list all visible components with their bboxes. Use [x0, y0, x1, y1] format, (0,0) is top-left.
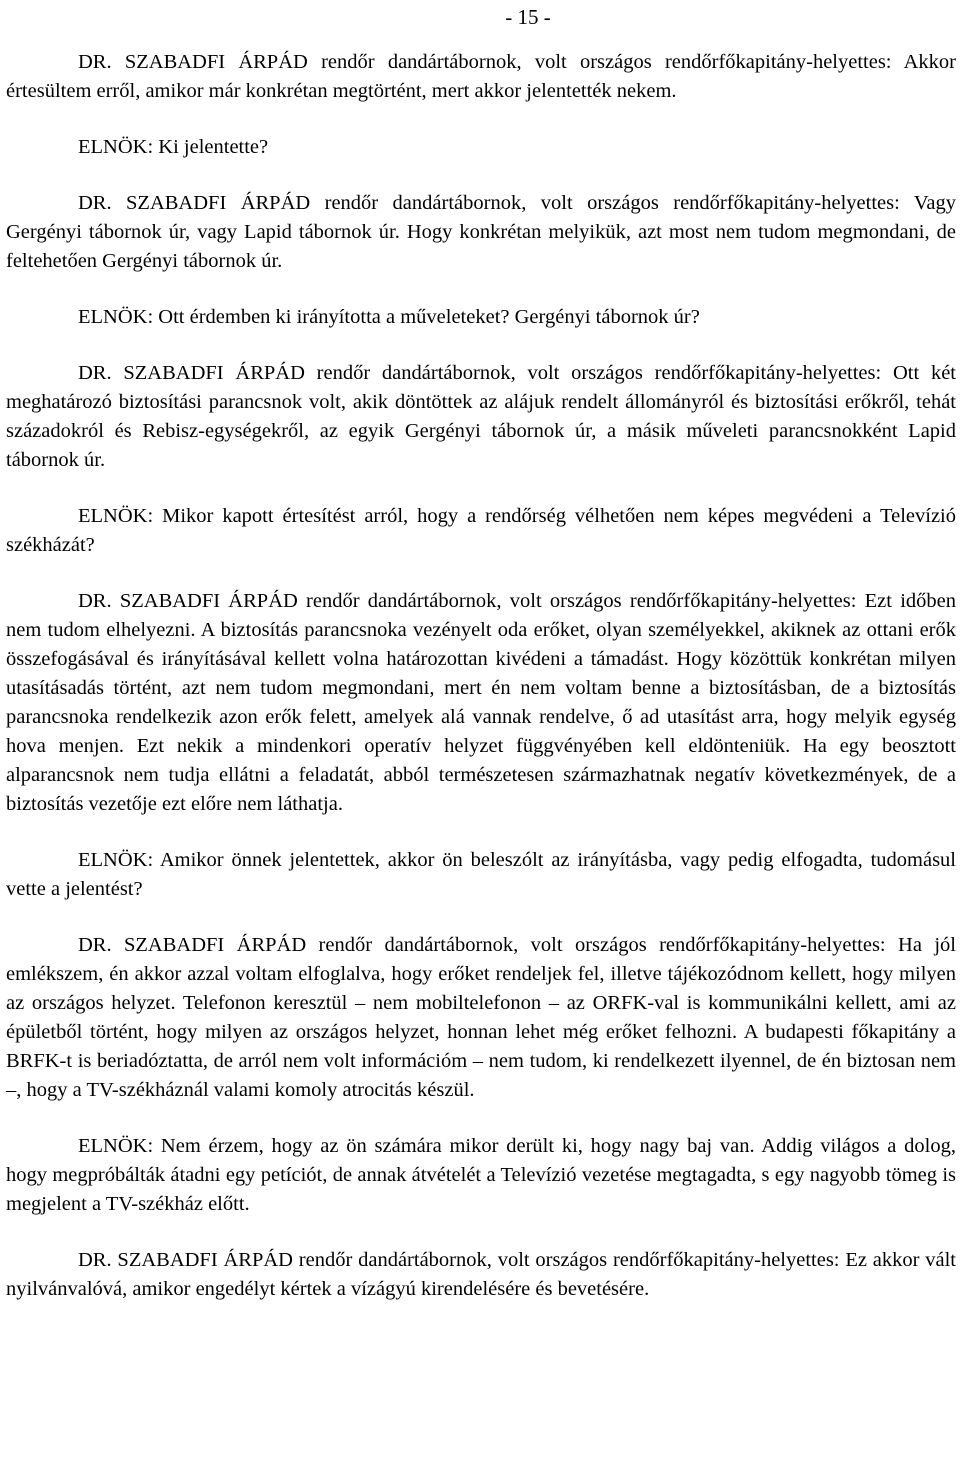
paragraph-szabadfi-4: DR. SZABADFI ÁRPÁD rendőr dandártábornok, volt országos rendőrfőkapitány-helyettes: Ezt időben nem tudom elhelyezni. A biztosítás parancsnoka vezényelt oda erőket, olyan személyekkel, akiknek az ottani erők összefogásával és irányításával kellett volna határozottan kivédeni a támadást. Hogy közöttük konkrétan milyen utasításadás történt, azt nem tudom megmondani, mert én nem voltam benne a biztosításban, de a biztosítás parancsnoka rendelkezik azon erők felett, amelyek alá vannak rendelve, ő ad utasítást arra, hogy melyik egység hova menjen. Ezt nekik a mindenkori operatív helyzet függvényében kell eldönteniük. Ha egy beosztott alparancsnok nem tudja ellátni a feladatát, abból természetesen származhatnak negatív következmények, de a biztosítás vezetője ezt előre nem láthatja. [6, 590, 956, 815]
paragraph-szabadfi-6: DR. SZABADFI ÁRPÁD rendőr dandártábornok, volt országos rendőrfőkapitány-helyettes: Ez akkor vált nyilvánvalóvá, amikor engedélyt kértek a vízágyú kirendelésére és bevetésére. [6, 1249, 956, 1300]
paragraph-szabadfi-3: DR. SZABADFI ÁRPÁD rendőr dandártábornok, volt országos rendőrfőkapitány-helyettes: Ott két meghatározó biztosítási parancsnok volt, akik döntöttek az alájuk rendelt állományról és biztosítási erőkről, tehát századokról és Rebisz-egységekről, az egyik Gergényi tábornok úr, a másik műveleti parancsnokként Lapid tábornok úr. [6, 362, 956, 471]
document-body [6, 48, 956, 1331]
paragraph-szabadfi-2: DR. SZABADFI ÁRPÁD rendőr dandártábornok, volt országos rendőrfőkapitány-helyettes: Vagy Gergényi tábornok úr, vagy Lapid tábornok úr. Hogy konkrétan melyikük, azt most nem tudom megmondani, de feltehetően Gergényi tábornok úr. [6, 192, 956, 272]
page-number: - 15 - [505, 5, 551, 29]
paragraph-elnok-3: ELNÖK: Mikor kapott értesítést arról, hogy a rendőrség vélhetően nem képes megvédeni a Televízió székházát? [6, 505, 956, 556]
paragraph-elnok-2: ELNÖK: Ott érdemben ki irányította a műveleteket? Gergényi tábornok úr? [78, 306, 700, 328]
paragraph-szabadfi-1: DR. SZABADFI ÁRPÁD rendőr dandártábornok, volt országos rendőrfőkapitány-helyettes: Akkor értesültem erről, amikor már konkrétan megtörtént, mert akkor jelentették nekem. [6, 51, 956, 102]
paragraph-elnok-1: ELNÖK: Ki jelentette? [78, 136, 269, 158]
paragraph-elnok-5: ELNÖK: Nem érzem, hogy az ön számára mikor derült ki, hogy nagy baj van. Addig világos a dolog, hogy megpróbálták átadni egy petíciót, de annak átvételét a Televízió vezetése megtagadta, s egy nagyobb tömeg is megjelent a TV-székház előtt. [6, 1135, 956, 1215]
paragraph-elnok-4: ELNÖK: Amikor önnek jelentettek, akkor ön beleszólt az irányításba, vagy pedig elfogadta, tudomásul vette a jelentést? [6, 849, 956, 900]
paragraph-szabadfi-5: DR. SZABADFI ÁRPÁD rendőr dandártábornok, volt országos rendőrfőkapitány-helyettes: Ha jól emlékszem, én akkor azzal voltam elfoglalva, hogy erőket rendeljek fel, illetve tájékozódnom kellett, hogy milyen az országos helyzet. Telefonon keresztül – nem mobiltelefonon – az ORFK-val is kommunikálni kellett, ami az épületből történt, hogy milyen az országos helyzet, honnan lehet még erőket felhozni. A budapesti főkapitány a BRFK-t is beriadóztatta, de arról nem volt információm – nem tudom, ki rendelkezett ilyennel, de én biztosan nem –, hogy a TV-székháznál valami komoly atrocitás készül. [6, 934, 956, 1101]
